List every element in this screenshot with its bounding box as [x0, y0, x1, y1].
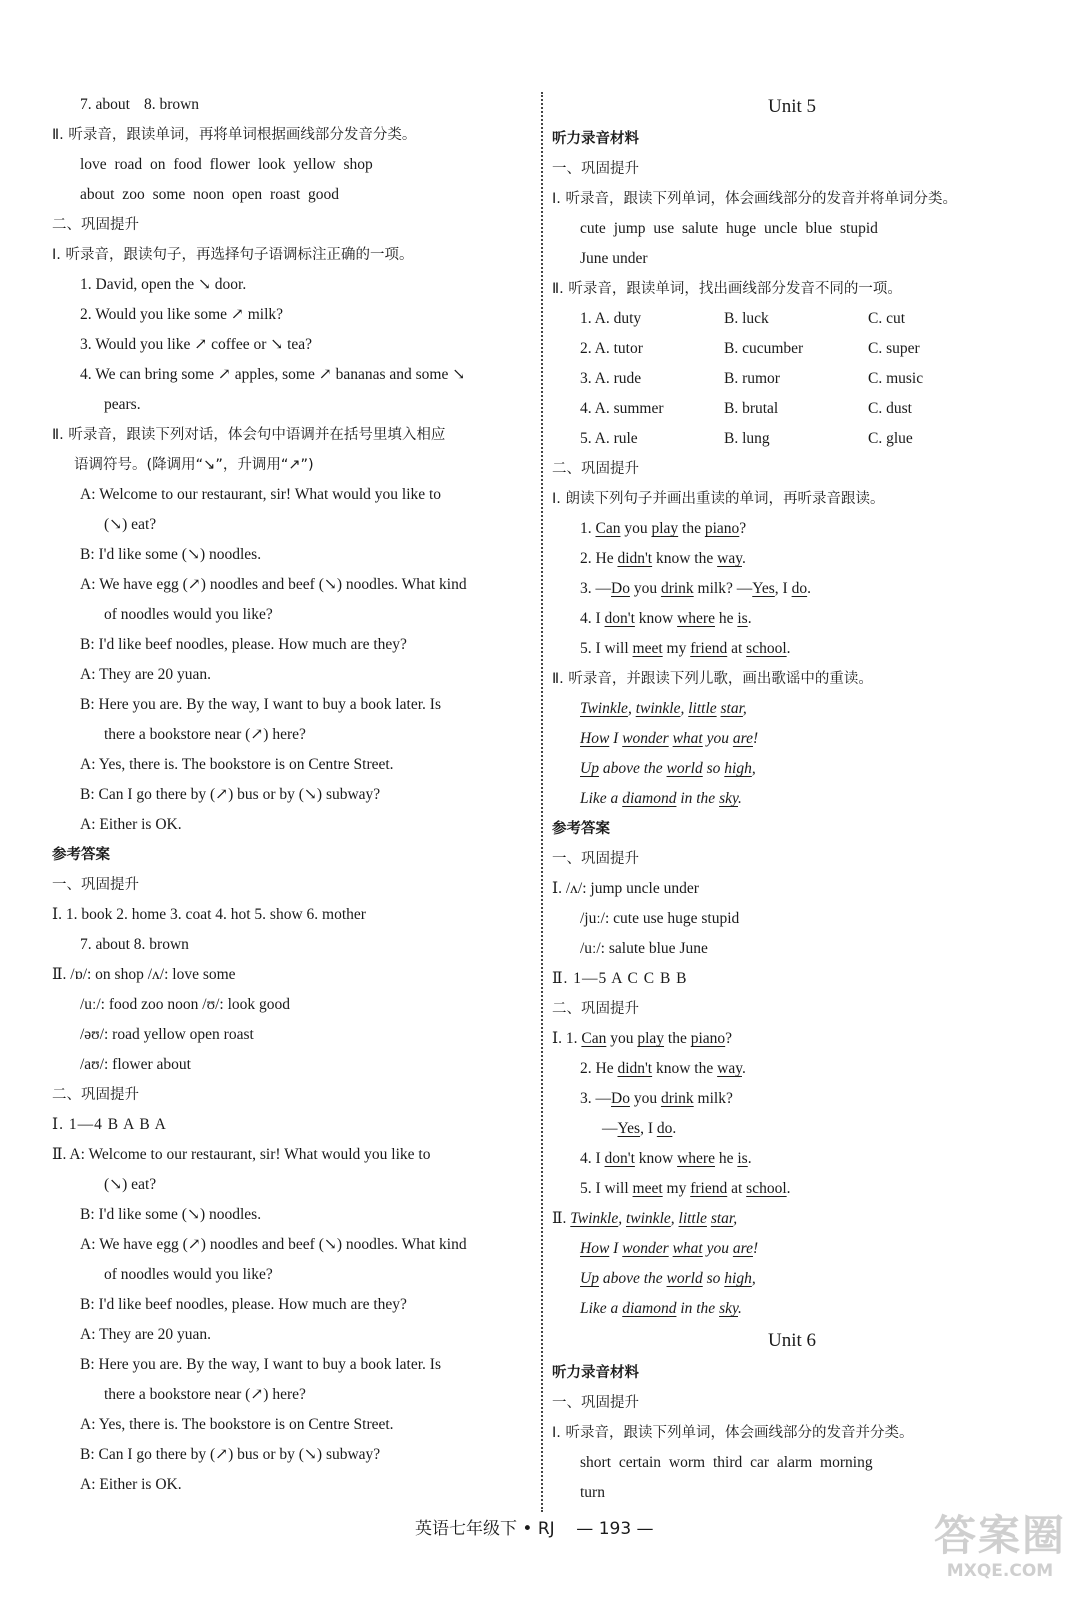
answer-line: /uː/: food zoo noon /ʊ/: look good	[80, 996, 290, 1013]
option-row: 1. A. duty B. luck C. cut	[580, 310, 906, 327]
answer-dialog-line: B: Here you are. By the way, I want to buy a book later. Is	[80, 1356, 441, 1373]
answer-line: Ⅱ. 1—5 A C C B B	[552, 970, 688, 987]
column-divider	[541, 92, 543, 1512]
option-row: 4. A. summer B. brutal C. dust	[580, 400, 912, 417]
section-heading: 一、巩固提升	[552, 851, 639, 867]
answer-dialog-line: Ⅱ. A: Welcome to our restaurant, sir! What would you like to	[52, 1146, 431, 1163]
watermark-url: MXQE.COM	[946, 1561, 1054, 1581]
answer-poem-line: How I wonder what you are!	[580, 1240, 759, 1257]
answer-line: Ⅱ. /ɒ/: on shop /ʌ/: love some	[52, 966, 236, 983]
answer-dialog-line: A: Yes, there is. The bookstore is on Centre Street.	[80, 1416, 394, 1433]
word-row: cute jump use salute huge uncle blue stupid	[580, 220, 878, 237]
dialog-line: there a bookstore near (↗) here?	[104, 726, 306, 743]
option-row: 5. A. rule B. lung C. glue	[580, 430, 913, 447]
answer-dialog-line: (↘) eat?	[104, 1176, 157, 1193]
section-heading: 二、巩固提升	[552, 461, 639, 477]
section-heading: 二、巩固提升	[52, 1087, 139, 1103]
answer-sentence: 3. —Do you drink milk?	[580, 1090, 733, 1107]
top-line: 7. about 8. brown	[80, 96, 200, 113]
sentence-item: 4. We can bring some ↗ apples, some ↗ bananas and some ↘	[80, 366, 466, 383]
sentence-item: 1. David, open the ↘ door.	[80, 276, 247, 293]
answer-poem-line: Up above the world so high,	[580, 1270, 756, 1287]
poem-line: How I wonder what you are!	[580, 730, 759, 747]
section-heading: 一、巩固提升	[552, 161, 639, 177]
answer-sentence: 5. I will meet my friend at school.	[580, 1180, 791, 1197]
answer-dialog-line: A: Either is OK.	[80, 1476, 182, 1493]
dialog-line: A: We have egg (↗) noodles and beef (↘) noodles. What kind	[80, 576, 467, 593]
answers-heading: 参考答案	[52, 847, 110, 863]
stress-sentence: 5. I will meet my friend at school.	[580, 640, 791, 657]
exercise-title: Ⅱ. 听录音，跟读单词，找出画线部分发音不同的一项。	[552, 281, 902, 297]
watermark-logo	[925, 1512, 1075, 1592]
option-row: 2. A. tutor B. cucumber C. super	[580, 340, 920, 357]
unit-title: Unit 5	[767, 96, 817, 117]
option-row: 3. A. rude B. rumor C. music	[580, 370, 924, 387]
answer-dialog-line: B: Can I go there by (↗) bus or by (↘) subway?	[80, 1446, 381, 1463]
answer-dialog-line: B: I'd like some (↘) noodles.	[80, 1206, 262, 1223]
poem-line: Up above the world so high,	[580, 760, 756, 777]
watermark-text: 答案圈	[933, 1511, 1066, 1560]
answer-dialog-line: there a bookstore near (↗) here?	[104, 1386, 306, 1403]
answers-heading: 参考答案	[552, 821, 610, 837]
answer-poem-line: Like a diamond in the sky.	[580, 1300, 742, 1317]
answer-sentence: 2. He didn't know the way.	[580, 1060, 746, 1077]
right-column	[552, 90, 1032, 1508]
word-row: June under	[580, 250, 648, 267]
answer-sentence: 4. I don't know where he is.	[580, 1150, 752, 1167]
unit-title: Unit 6	[767, 1330, 817, 1351]
answer-line: /juː/: cute use huge stupid	[580, 910, 740, 927]
dialog-line: B: Can I go there by (↗) bus or by (↘) subway?	[80, 786, 381, 803]
sentence-item: 2. Would you like some ↗ milk?	[80, 306, 284, 323]
exercise-title: Ⅰ. 听录音，跟读下列单词，体会画线部分的发音并将单词分类。	[552, 191, 957, 207]
answer-line: /uː/: salute blue June	[580, 940, 708, 957]
listening-heading: 听力录音材料	[552, 1365, 639, 1381]
word-row: about zoo some noon open roast good	[80, 186, 340, 203]
page-number: — 193 —	[576, 1519, 654, 1539]
sentence-item: pears.	[104, 396, 141, 413]
listening-heading: 听力录音材料	[552, 131, 639, 147]
word-row: turn	[580, 1484, 605, 1501]
poem-line: Like a diamond in the sky.	[580, 790, 742, 807]
dialog-line: A: Yes, there is. The bookstore is on Centre Street.	[80, 756, 394, 773]
answer-line: /əʊ/: road yellow open roast	[80, 1026, 254, 1043]
section-heading: 一、巩固提升	[552, 1395, 639, 1411]
answer-dialog-line: A: We have egg (↗) noodles and beef (↘) noodles. What kind	[80, 1236, 467, 1253]
answer-sentence: Ⅰ. 1. Can you play the piano?	[552, 1030, 733, 1047]
poem-line: Twinkle, twinkle, little star,	[580, 700, 747, 717]
answer-line: /aʊ/: flower about	[80, 1056, 191, 1073]
stress-sentence: 3. —Do you drink milk? —Yes, I do.	[580, 580, 811, 597]
answer-line: 7. about 8. brown	[80, 936, 189, 953]
section-heading: 二、巩固提升	[552, 1001, 639, 1017]
dialog-line: A: They are 20 yuan.	[80, 666, 211, 683]
exercise-title: Ⅱ. 听录音，跟读下列对话，体会句中语调并在括号里填入相应	[52, 427, 446, 443]
dialog-line: A: Either is OK.	[80, 816, 182, 833]
stress-sentence: 4. I don't know where he is.	[580, 610, 752, 627]
exercise-title: Ⅱ. 听录音，并跟读下列儿歌，画出歌谣中的重读。	[552, 671, 873, 687]
dialog-line: A: Welcome to our restaurant, sir! What would you like to	[80, 486, 442, 503]
dialog-line: of noodles would you like?	[104, 606, 273, 623]
section-heading: 一、巩固提升	[52, 877, 139, 893]
answer-dialog-line: B: I'd like beef noodles, please. How much are they?	[80, 1296, 407, 1313]
exercise-title: Ⅰ. 朗读下列句子并画出重读的单词，再听录音跟读。	[552, 491, 885, 507]
exercise-title: Ⅰ. 听录音，跟读下列单词，体会画线部分的发音并分类。	[552, 1425, 914, 1441]
exercise-title: Ⅰ. 听录音，跟读句子，再选择句子语调标注正确的一项。	[52, 247, 414, 263]
exercise-title: 语调符号。(降调用“↘”，升调用“↗”)	[74, 457, 314, 473]
word-row: short certain worm third car alarm morning	[580, 1454, 873, 1471]
answer-line: Ⅰ. 1. book 2. home 3. coat 4. hot 5. show 6. mother	[52, 906, 366, 923]
left-column	[52, 90, 532, 1500]
page-footer	[415, 1514, 654, 1539]
answer-dialog-line: of noodles would you like?	[104, 1266, 273, 1283]
stress-sentence: 2. He didn't know the way.	[580, 550, 746, 567]
stress-sentence: 1. Can you play the piano?	[580, 520, 747, 537]
answer-poem-line: Ⅱ. Twinkle, twinkle, little star,	[552, 1210, 738, 1227]
exercise-title: Ⅱ. 听录音，跟读单词，再将单词根据画线部分发音分类。	[52, 127, 417, 143]
dialog-line: (↘) eat?	[104, 516, 157, 533]
answer-line: Ⅰ. /ʌ/: jump uncle under	[552, 880, 699, 897]
answer-dialog-line: A: They are 20 yuan.	[80, 1326, 211, 1343]
answer-line: Ⅰ. 1—4 B A B A	[52, 1116, 167, 1133]
dialog-line: B: Here you are. By the way, I want to buy a book later. Is	[80, 696, 441, 713]
dialog-line: B: I'd like beef noodles, please. How much are they?	[80, 636, 407, 653]
dialog-line: B: I'd like some (↘) noodles.	[80, 546, 262, 563]
footer-subject: 英语七年级下 • RJ	[415, 1519, 555, 1539]
word-row: love road on food flower look yellow shop	[80, 156, 373, 173]
answer-sentence: —Yes, I do.	[602, 1120, 677, 1137]
section-heading: 二、巩固提升	[52, 217, 139, 233]
sentence-item: 3. Would you like ↗ coffee or ↘ tea?	[80, 336, 313, 353]
